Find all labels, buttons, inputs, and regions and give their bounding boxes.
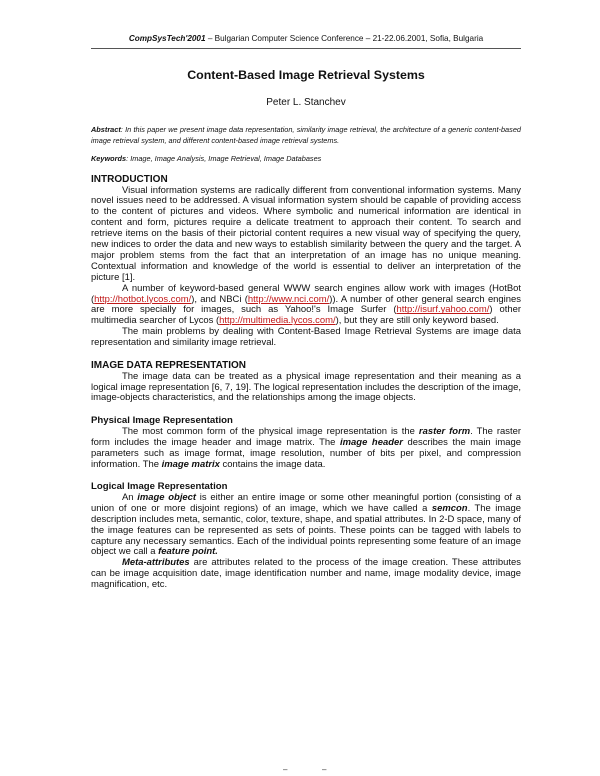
keywords-text: : Image, Image Analysis, Image Retrieval, Image Databases bbox=[126, 154, 322, 163]
section-heading-introduction: INTRODUCTION bbox=[91, 174, 168, 185]
section-heading-image-data-representation: IMAGE DATA REPRESENTATION bbox=[91, 360, 246, 372]
subsection-heading-logical: Logical Image Representation bbox=[91, 481, 228, 493]
physical-paragraph bbox=[91, 427, 521, 471]
text-run: ), but they are still only keyword based. bbox=[335, 315, 499, 327]
abstract-text: : In this paper we present image data representation, similarity image retrieval, the architecture of a generic content-based image retrieval system, and different content-based image retrieval systems. bbox=[91, 125, 521, 145]
page-footer-mark-right: – bbox=[322, 765, 327, 774]
nbci-link[interactable]: http://www.nci.com/ bbox=[247, 293, 330, 305]
running-header bbox=[91, 34, 521, 46]
intro-paragraph-2 bbox=[91, 284, 521, 328]
keywords-label: Keywords bbox=[91, 154, 127, 163]
text-run: ), and NBCi ( bbox=[191, 293, 248, 305]
text-run: . The image description includes meta, semantic, color, texture, shape, and spatial attributes. In 2-D space, many of the image features can be represented as sets of points. These points can be tagged with labels to capture any necessary semantics. Each of the individual points representing some feature of an image object we call a bbox=[91, 502, 521, 558]
author: Peter L. Stanchev bbox=[266, 97, 346, 108]
yahoo-image-surfer-link[interactable]: http://isurf.yahoo.com/ bbox=[396, 304, 490, 316]
abstract-label: Abstract bbox=[91, 125, 121, 134]
text-run: )). A number of other general search engines are more specially for images, such as Yahoo!'s Image Surfer ( bbox=[91, 293, 521, 316]
subsection-heading-physical: Physical Image Representation bbox=[91, 415, 233, 427]
term-image-matrix: image matrix bbox=[161, 458, 220, 470]
intro-paragraph-3: The main problems by dealing with Content-Based Image Retrieval Systems are image data representation and similarity image retrieval. bbox=[91, 326, 521, 349]
term-image-header: image header bbox=[340, 436, 403, 448]
keywords bbox=[91, 153, 521, 164]
page-footer-mark-left: – bbox=[283, 765, 288, 774]
text-run: describes the main image parameters such as image format, image resolution, number of bits per pixel, and compression information. The bbox=[91, 436, 521, 470]
term-feature-point: feature point. bbox=[158, 546, 218, 558]
term-image-object: image object bbox=[137, 491, 197, 503]
header-rule bbox=[91, 48, 521, 49]
text-run: are attributes related to the process of the image creation. These attributes can be image acquisition date, image identification number and name, image modality device, image magnification, etc. bbox=[91, 557, 521, 591]
abstract bbox=[91, 124, 521, 146]
text-run: contains the image data. bbox=[219, 458, 326, 470]
logical-paragraph-2 bbox=[91, 558, 521, 591]
lycos-multimedia-link[interactable]: http://multimedia.lycos.com/ bbox=[219, 315, 336, 327]
logical-paragraph-1 bbox=[91, 493, 521, 558]
text-run: A number of keyword-based general WWW search engines allow work with images (HotBot ( bbox=[91, 282, 521, 305]
text-run: . The raster form includes the image header and image matrix. The bbox=[91, 425, 521, 448]
hotbot-link[interactable]: http://hotbot.lycos.com/ bbox=[94, 293, 192, 305]
body-text bbox=[91, 174, 521, 591]
paper-title: Content-Based Image Retrieval Systems bbox=[187, 68, 425, 82]
term-raster-form: raster form bbox=[418, 425, 471, 437]
term-meta-attributes: Meta-attributes bbox=[122, 557, 190, 569]
text-run: is either an entire image or some other meaningful portion (consisting of a union of one or more disjoint regions) of an image, which we have called a bbox=[91, 491, 521, 514]
text-run: The most common form of the physical image representation is the bbox=[122, 425, 419, 437]
conference-details: – Bulgarian Computer Science Conference – 21-22.06.2001, Sofia, Bulgaria bbox=[205, 34, 484, 43]
text-run: ) other multimedia searcher of Lycos ( bbox=[91, 304, 521, 327]
term-semcon: semcon bbox=[431, 502, 468, 514]
idr-paragraph-1: The image data can be treated as a physical image representation and their meaning as a logical image representation [6, 7, 19]. The logical representation includes the description of the image, image-objects characteristics, and the relationships among the image objects. bbox=[91, 370, 521, 404]
conference-name: CompSysTech'2001 bbox=[128, 34, 206, 43]
text-run: An bbox=[122, 491, 138, 503]
intro-paragraph-1: Visual information systems are radically different from conventional information systems. Many novel issues need to be addressed. A visual information system should be capable of providing access to the content of pictures and videos. Where symbolic and numerical information are identical in content and form, pictures require a delicate treatment to approach their content. To search and retrieve items on the basis of their pictorial content requires a new visual way of specifying the query, new indices to order the data and new ways to establish similarity between the query and the target. A major problem stems from the fact that an interpretation of an image has no unique meaning. Contextual information and knowledge of the world is essential to deliver an interpretation of the picture [1]. bbox=[91, 184, 521, 283]
